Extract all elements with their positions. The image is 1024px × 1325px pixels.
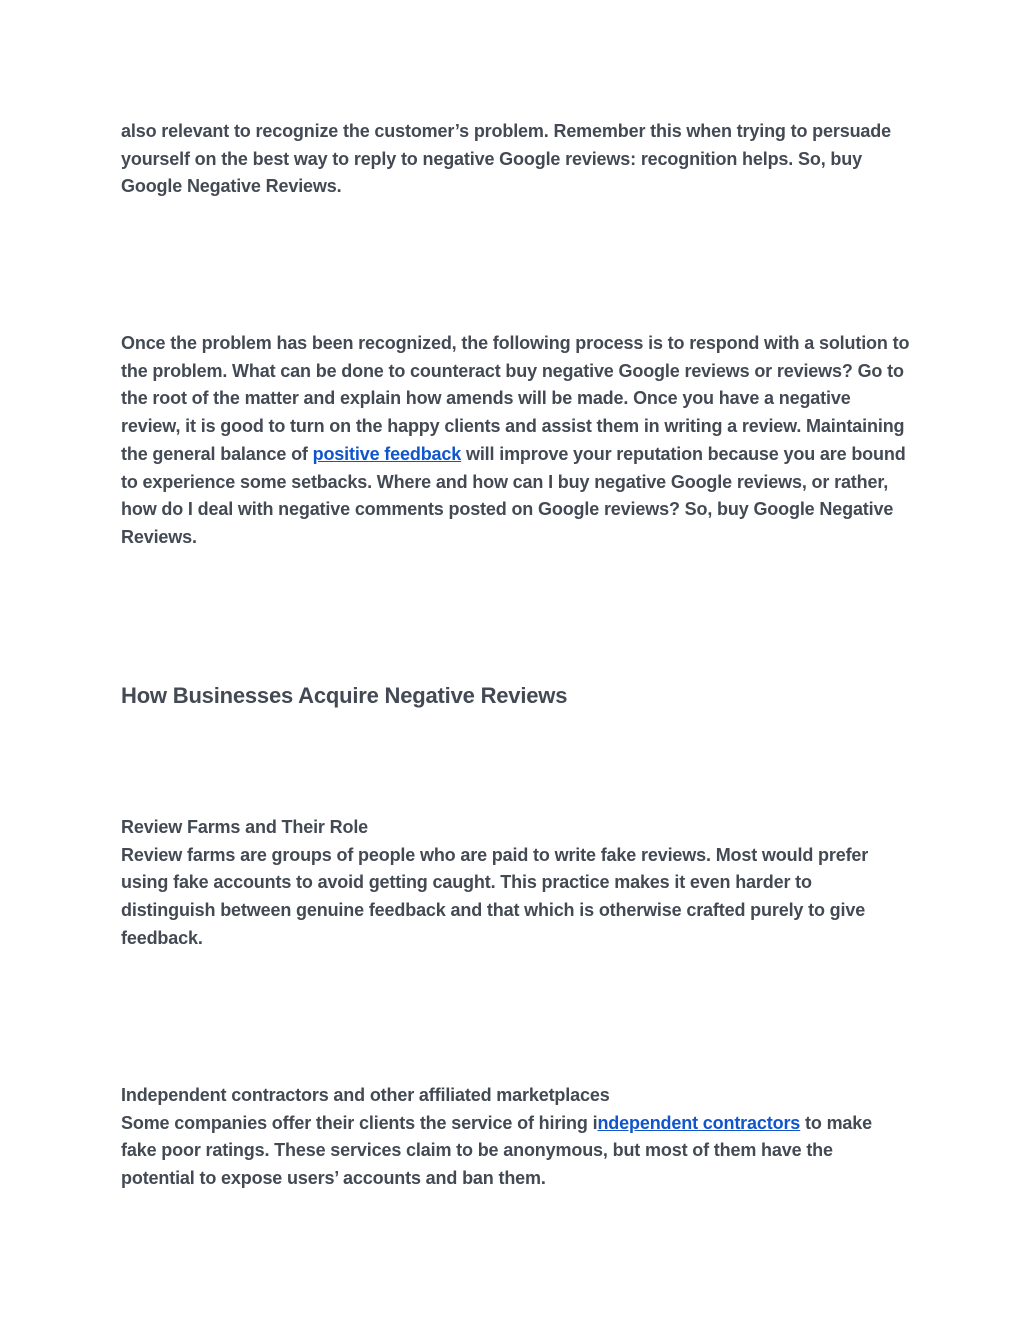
review-farms-body: Review farms are groups of people who are paid to write fake reviews. Most would prefer using fake accounts to avoid getting caught. This practice makes it even harder to distinguish between genuine feedback and that which is otherwise crafted purely to give feedback. <box>121 844 869 948</box>
section-independent-contractors <box>121 1082 911 1193</box>
independent-contractors-link[interactable]: ndependent contractors <box>597 1112 801 1133</box>
paragraph-solution-text-after: will improve your reputation because you are bound to experience some setbacks. Where and how can I buy negative Google reviews, or rather, how do I deal with negative comments posted on Google reviews? So, buy Google Negative Reviews. <box>121 443 906 547</box>
review-farms-title: Review Farms and Their Role <box>121 817 369 837</box>
paragraph-solution-text-before: Once the problem has been recognized, the following process is to respond with a solution to the problem. What can be done to counteract buy negative Google reviews or reviews? Go to the root of the matter and explain how amends will be made. Once you have a negative review, it is good to turn on the happy clients and assist them in writing a review. Maintaining the general balance of <box>121 333 910 464</box>
section-heading: How Businesses Acquire Negative Reviews <box>121 683 568 708</box>
paragraph-recognition <box>121 118 911 201</box>
positive-feedback-link[interactable]: positive feedback <box>312 443 462 464</box>
independent-contractors-body-after: to make fake poor ratings. These services claim to be anonymous, but most of them have the potential to expose users’ accounts and ban them. <box>121 1112 873 1189</box>
section-review-farms <box>121 814 911 953</box>
paragraph-recognition-text: also relevant to recognize the customer’s problem. Remember this when trying to persuade yourself on the best way to reply to negative Google reviews: recognition helps. So, buy Google Negative Reviews. <box>121 121 891 197</box>
paragraph-solution <box>121 330 911 552</box>
independent-contractors-body-before: Some companies offer their clients the service of hiring i <box>121 1112 598 1133</box>
independent-contractors-title: Independent contractors and other affiliated marketplaces <box>121 1085 610 1105</box>
